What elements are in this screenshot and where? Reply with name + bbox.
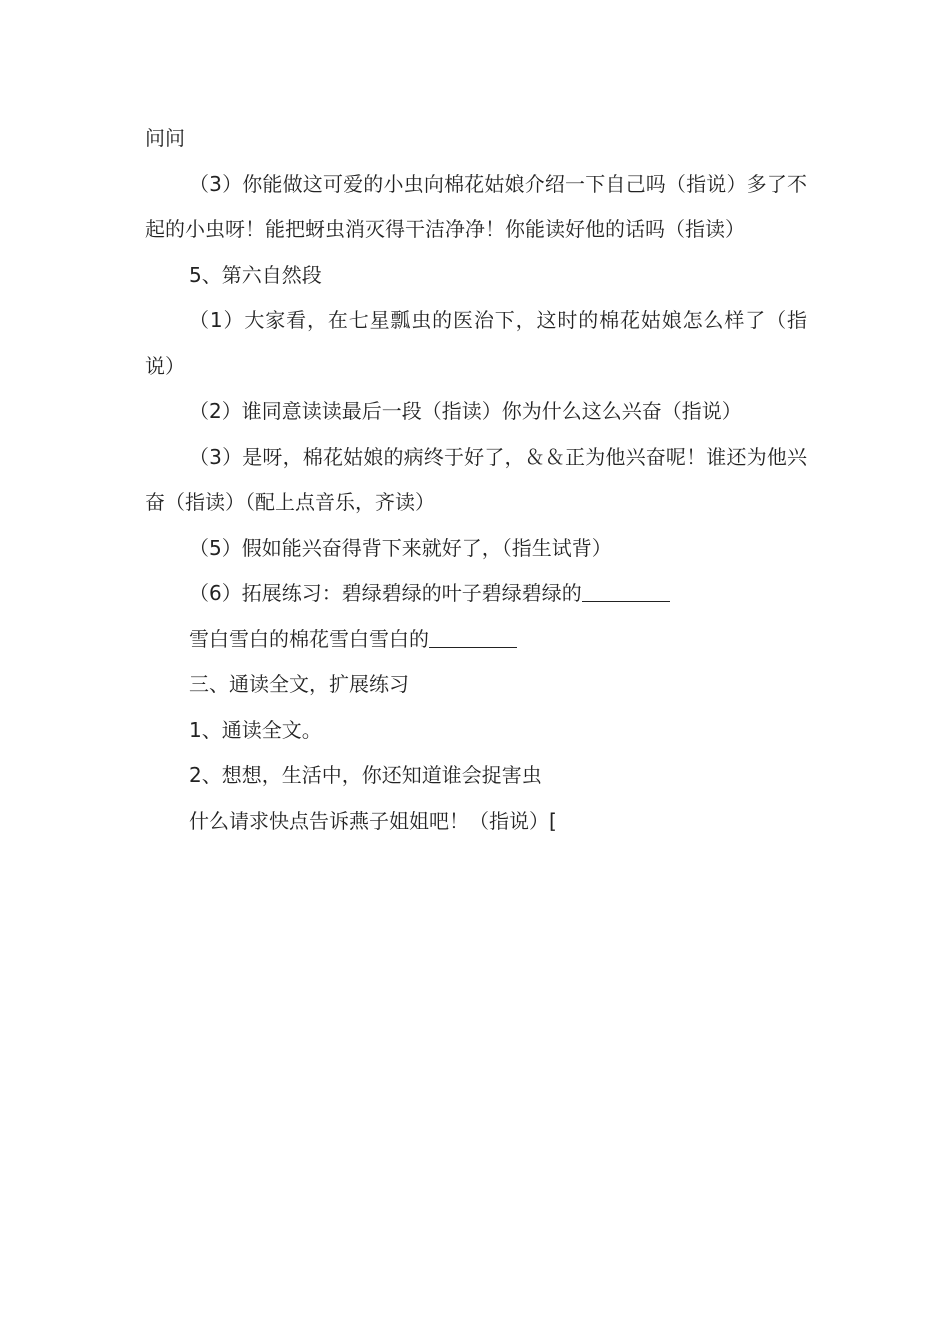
- paragraph-text: 雪白雪白的棉花雪白雪白的: [189, 626, 429, 651]
- paragraph-text: 2、想想，生活中，你还知道谁会捉害虫: [189, 763, 542, 787]
- paragraph-2: [145, 162, 807, 253]
- paragraph-10: [145, 662, 807, 708]
- paragraph-9: [145, 617, 807, 663]
- paragraph-text: 什么请求快点告诉燕子姐姐吧！（指说）[: [189, 808, 557, 833]
- paragraph-5: [145, 389, 807, 435]
- paragraph-13: [145, 799, 807, 845]
- paragraph-text: 1、通读全文。: [189, 717, 322, 742]
- paragraph-8: [145, 571, 807, 617]
- paragraph-4: [145, 298, 807, 389]
- document-body: [145, 116, 807, 844]
- paragraph-text: 问问: [145, 126, 185, 150]
- paragraph-text: （6）拓展练习：碧绿碧绿的叶子碧绿碧绿的: [189, 581, 582, 605]
- paragraph-6: [145, 435, 807, 526]
- fill-in-blank: [582, 581, 670, 602]
- paragraph-text: 三、通读全文，扩展练习: [189, 672, 409, 696]
- paragraph-11: [145, 708, 807, 754]
- paragraph-3: [145, 253, 807, 299]
- paragraph-text: （3）是呀，棉花姑娘的病终于好了，＆＆正为他兴奋呢！谁还为他兴奋（指读）（配上点音乐，齐读）: [145, 444, 807, 514]
- paragraph-text: （1）大家看，在七星瓢虫的医治下，这时的棉花姑娘怎么样了（指说）: [145, 308, 807, 378]
- paragraph-text: （2）谁同意读读最后一段（指读）你为什么这么兴奋（指说）: [189, 399, 742, 423]
- fill-in-blank: [429, 627, 517, 648]
- paragraph-1: [145, 116, 807, 162]
- paragraph-12: [145, 753, 807, 799]
- paragraph-text: （5）假如能兴奋得背下来就好了，（指生试背）: [189, 535, 612, 560]
- paragraph-text: 5、第六自然段: [189, 262, 322, 287]
- paragraph-7: [145, 526, 807, 572]
- paragraph-text: （3）你能做这可爱的小虫向棉花姑娘介绍一下自己吗（指说）多了不起的小虫呀！能把蚜虫消灭得干洁净净！你能读好他的话吗（指读）: [145, 171, 807, 241]
